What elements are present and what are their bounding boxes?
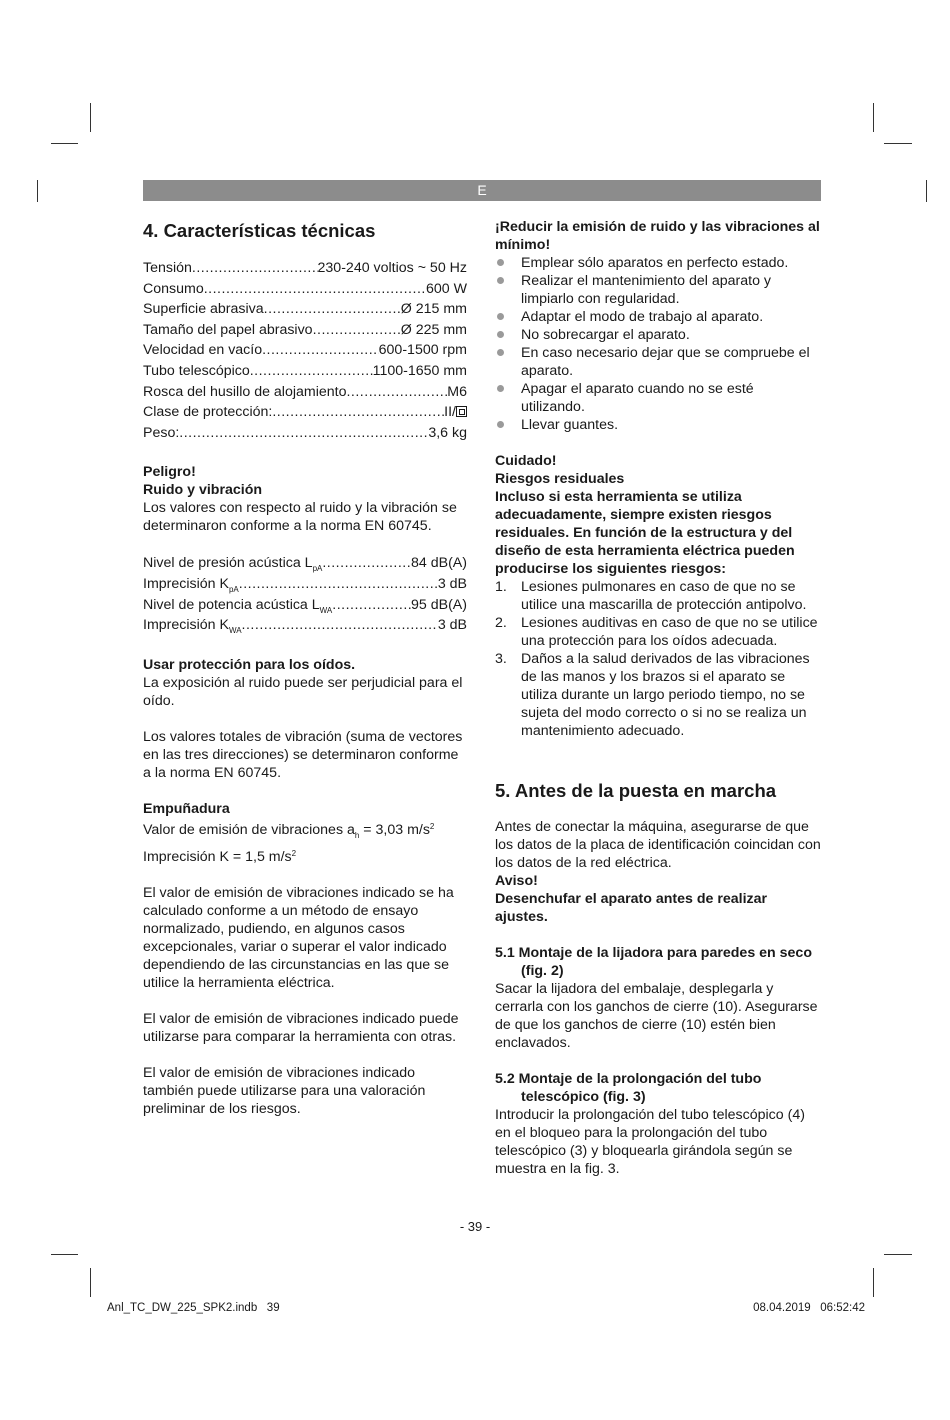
spec-label: Tamaño del papel abrasivo	[143, 321, 313, 338]
right-column	[495, 216, 821, 1178]
ear-protection-text: La exposición al ruido puede ser perjudicial para el oído.	[143, 674, 463, 709]
list-item: En caso necesario dejar que se compruebe el aparato.	[495, 344, 821, 380]
section-5-text: Antes de conectar la máquina, asegurarse de que los datos de la placa de identificación coincidan con los datos de la red eléctrica.	[495, 819, 821, 871]
spec-label: Velocidad en vacío	[143, 342, 263, 359]
noise-value: 3 dB	[437, 575, 467, 592]
spec-value: 600 W	[425, 280, 467, 297]
crop-mark	[51, 143, 78, 144]
vibration-text: Los valores totales de vibración (suma de vectores en las tres direcciones) se determinaron conforme a la norma EN 60745.	[143, 728, 463, 781]
reduce-heading: ¡Reducir la emisión de ruido y las vibraciones al mínimo!	[495, 219, 820, 253]
noise-value: 84 dB(A)	[411, 555, 467, 572]
section-5-title: 5. Antes de la puesta en marcha	[495, 780, 777, 801]
footer-filename: Anl_TC_DW_225_SPK2.indb 39	[107, 1302, 280, 1314]
spec-value: 600-1500 rpm	[378, 342, 467, 359]
page-number: - 39 -	[459, 1219, 491, 1234]
list-item: No sobrecargar el aparato.	[495, 326, 821, 344]
caution-heading: Cuidado!	[495, 453, 557, 469]
noise-label: Nivel de potencia acústica L	[143, 596, 320, 613]
spec-label: Superficie abrasiva	[143, 301, 264, 318]
list-item: 2. Lesiones auditivas en caso de que no se utilice una protección para los oídos adecuada.	[495, 615, 818, 649]
noise-row	[143, 553, 467, 574]
crop-mark	[926, 180, 927, 202]
vibration-paragraph-3: El valor de emisión de vibraciones indicado también puede utilizarse para una valoración preliminar de los riesgos.	[143, 1064, 426, 1117]
noise-sub: WA	[319, 605, 333, 615]
crop-mark	[884, 143, 912, 144]
spec-value: 3,6 kg	[428, 424, 467, 441]
list-item: Adaptar el modo de trabajo al aparato.	[495, 308, 821, 326]
spec-label: Consumo	[143, 280, 204, 297]
crop-mark	[37, 180, 38, 202]
crop-mark	[884, 1254, 912, 1255]
noise-heading: Ruido y vibración	[143, 482, 263, 499]
list-item: Emplear sólo aparatos en perfecto estado.	[495, 254, 821, 272]
crop-mark	[90, 103, 91, 132]
reduce-list	[495, 254, 821, 434]
danger-heading: Peligro!	[143, 464, 196, 481]
list-item: Realizar el mantenimiento del aparato y limpiarlo con regularidad.	[495, 272, 821, 308]
noise-row	[143, 595, 467, 616]
vibration-paragraph-2: El valor de emisión de vibraciones indicado puede utilizarse para comparar la herramienta con otras.	[143, 1010, 459, 1045]
spec-row	[143, 258, 467, 279]
protection-class-icon	[456, 406, 467, 417]
residual-risks-heading: Riesgos residuales	[495, 471, 625, 487]
footer-datetime: 08.04.2019 06:52:42	[753, 1302, 865, 1314]
spec-row	[143, 299, 467, 320]
noise-label: Imprecisión K	[143, 617, 229, 634]
noise-value: 3 dB	[437, 617, 467, 634]
grip-heading: Empuñadura	[143, 800, 230, 817]
noise-label: Imprecisión K	[143, 575, 229, 592]
noise-sub: WA	[228, 626, 242, 636]
list-item: 3. Daños a la salud derivados de las vibraciones de las manos y los brazos si el aparato se utiliza durante un largo periodo tiempo, no se sujeta del modo correcto o si no se realiza un mantenimiento adecuado.	[495, 651, 810, 739]
spec-row	[143, 382, 467, 403]
crop-mark	[873, 1268, 874, 1297]
spec-row	[143, 361, 467, 382]
residual-risks-text: Incluso si esta herramienta se utiliza adecuadamente, siempre existen riesgos residuales. En función de la estructura y del diseño de esta herramienta eléctrica pueden producirse los siguientes riesgos:	[495, 489, 795, 577]
notice-text: Desenchufar el aparato antes de realizar ajustes.	[495, 891, 768, 925]
spec-value: Ø 225 mm	[400, 321, 467, 338]
spec-value: Ø 215 mm	[400, 301, 467, 318]
section-5-1-text: Sacar la lijadora del embalaje, desplegarla y cerrarla con los ganchos de cierre (10). Asegurarse de que los ganchos de cierre (10) estén bien enclavados.	[495, 981, 818, 1051]
section-4-title: 4. Características técnicas	[143, 220, 376, 241]
risk-list	[495, 578, 821, 740]
section-5-1-title: 5.1 Montaje de la lijadora para paredes en seco (fig. 2)	[495, 945, 812, 979]
spec-row	[143, 423, 467, 444]
noise-text: Los valores con respecto al ruido y la vibración se determinaron conforme a la norma EN 60745.	[143, 500, 457, 535]
noise-sub: pA	[312, 564, 323, 574]
list-item: Apagar el aparato cuando no se esté utilizando.	[495, 380, 821, 416]
spec-row	[143, 279, 467, 300]
spec-label: Peso:	[143, 424, 180, 441]
spec-value: 230-240 voltios ~ 50 Hz	[317, 260, 467, 276]
list-item: 1. Lesiones pulmonares en caso de que no se utilice una mascarilla de protección antipolvo.	[495, 579, 807, 613]
grip-line-2: Imprecisión K = 1,5 $m/s^2$	[143, 848, 297, 865]
notice-heading: Aviso!	[495, 873, 538, 889]
crop-mark	[873, 103, 874, 132]
spec-value: M6	[447, 383, 467, 400]
crop-mark	[51, 1254, 78, 1255]
language-tab: E	[143, 180, 821, 201]
left-column	[143, 216, 467, 1118]
section-5-2-text: Introducir la prolongación del tubo telescópico (4) en el bloqueo para la prolongación del tubo telescópico (3) y bloquearla girándola según se muestra en la fig. 3.	[495, 1107, 805, 1177]
noise-sub: pA	[228, 584, 239, 594]
spec-row	[143, 320, 467, 341]
spec-label: Rosca del husillo de alojamiento	[143, 383, 347, 400]
noise-value: 95 dB(A)	[411, 596, 467, 613]
ear-protection-heading: Usar protección para los oídos.	[143, 656, 356, 673]
section-5-2-title: 5.2 Montaje de la prolongación del tubo telescópico (fig. 3)	[495, 1071, 762, 1105]
spec-list	[143, 258, 467, 443]
noise-values	[143, 553, 467, 635]
list-item: Llevar guantes.	[495, 416, 821, 434]
spec-label: Tensión	[143, 260, 192, 276]
spec-label: Tubo telescópico	[143, 362, 250, 379]
spec-value: II/	[444, 404, 456, 421]
spec-value: 1100-1650 mm	[372, 362, 467, 379]
noise-label: Nivel de presión acústica L	[143, 555, 313, 572]
spec-label: Clase de protección:	[143, 404, 273, 421]
noise-row	[143, 615, 467, 636]
spec-row	[143, 402, 467, 423]
vibration-paragraph-1: El valor de emisión de vibraciones indicado se ha calculado conforme a un método de ensayo normalizado, pudiendo, en algunos casos excepcionales, variar o superar el valor indicado dependiendo de las circunstancias en las que se utilice la herramienta eléctrica.	[143, 884, 454, 991]
noise-row	[143, 574, 467, 595]
grip-line-1: Valor de emisión de vibraciones $a_h = 3,03$ $m/s^2$	[143, 821, 435, 840]
crop-mark	[90, 1268, 91, 1297]
spec-row	[143, 340, 467, 361]
